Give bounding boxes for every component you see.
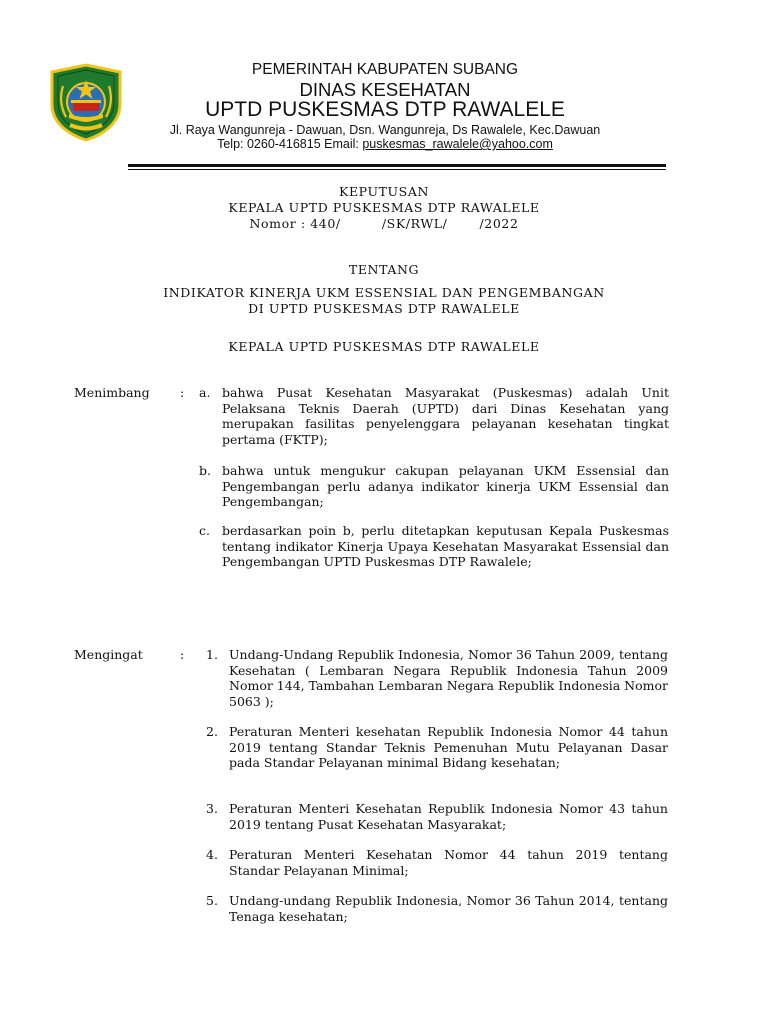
mengingat-item	[206, 847, 668, 878]
mengingat-item	[206, 647, 668, 709]
item-marker: 3.	[206, 801, 218, 816]
item-marker: 2.	[206, 724, 218, 739]
menimbang-item	[199, 463, 669, 510]
letterhead-government: PEMERINTAH KABUPATEN SUBANG	[251, 61, 519, 78]
letterhead-address: Jl. Raya Wangunreja - Dawuan, Dsn. Wangunreja, Ds Rawalele, Kec.Dawuan	[169, 123, 601, 137]
item-text: Peraturan Menteri kesehatan Republik Indonesia Nomor 44 tahun 2019 tentang Standar Teknis Pemenuhan Mutu Pelayanan Dasar pada Standar Pelayanan minimal Bidang kesehatan;	[229, 724, 668, 770]
letterhead-agency: DINAS KESEHATAN	[299, 79, 471, 100]
menimbang-item	[199, 523, 669, 570]
item-text: Peraturan Menteri Kesehatan Nomor 44 tahun 2019 tentang Standar Pelayanan Minimal;	[229, 847, 668, 878]
decree-number: Nomor : 440/ /SK/RWL/ /2022	[249, 216, 519, 231]
letterhead-unit: UPTD PUSKESMAS DTP RAWALELE	[205, 98, 565, 121]
signatory-heading: KEPALA UPTD PUSKESMAS DTP RAWALELE	[228, 339, 540, 354]
decree-heading: KEPUTUSAN	[339, 184, 429, 199]
mengingat-label: Mengingat	[74, 647, 143, 662]
item-text: berdasarkan poin b, perlu ditetapkan keputusan Kepala Puskesmas tentang indikator Kinerja Upaya Kesehatan Masyarakat Essensial dan Pengembangan UPTD Puskesmas DTP Rawalele;	[222, 523, 669, 569]
mengingat-item	[206, 893, 668, 924]
item-marker: 1.	[206, 647, 218, 662]
menimbang-label: Menimbang	[74, 385, 150, 400]
menimbang-item	[199, 385, 669, 447]
item-marker: c.	[199, 523, 210, 538]
about-title-line2: DI UPTD PUSKESMAS DTP RAWALELE	[248, 301, 520, 316]
item-text: Undang-Undang Republik Indonesia, Nomor 36 Tahun 2009, tentang Kesehatan ( Lembaran Negara Republik Indonesia Tahun 2009 Nomor 144, Tambahan Lembaran Negara Republik Indonesia Nomor 5063 );	[229, 647, 668, 709]
mengingat-item	[206, 724, 668, 771]
item-text: Undang-undang Republik Indonesia, Nomor 36 Tahun 2014, tentang Tenaga kesehatan;	[229, 893, 668, 924]
item-marker: b.	[199, 463, 211, 478]
menimbang-colon: :	[180, 385, 185, 400]
phone-text: Telp: 0260-416815 Email:	[217, 137, 363, 151]
item-text: bahwa Pusat Kesehatan Masyarakat (Puskesmas) adalah Unit Pelaksana Teknis Daerah (UPTD) dari Dinas Kesehatan yang merupakan fasilitas penyelenggara pelayanan kesehatan tingkat pertama (FKTP);	[222, 385, 669, 447]
about-label: TENTANG	[348, 262, 420, 277]
item-marker: a.	[199, 385, 211, 400]
item-text: Peraturan Menteri Kesehatan Republik Indonesia Nomor 43 tahun 2019 tentang Pusat Kesehatan Masyarakat;	[229, 801, 668, 832]
item-marker: 5.	[206, 893, 218, 908]
email-link[interactable]: puskesmas_rawalele@yahoo.com	[362, 137, 553, 151]
about-title-line1: INDIKATOR KINERJA UKM ESSENSIAL DAN PENGEMBANGAN	[163, 285, 605, 300]
letterhead-rule-thin	[128, 169, 666, 170]
mengingat-colon: :	[180, 647, 185, 662]
letterhead-contact	[150, 137, 620, 152]
item-text: bahwa untuk mengukur cakupan pelayanan UKM Essensial dan Pengembangan perlu adanya indikator kinerja UKM Essensial dan Pengembangan;	[222, 463, 669, 509]
mengingat-item	[206, 801, 668, 832]
letterhead-rule-thick	[128, 164, 666, 167]
item-marker: 4.	[206, 847, 218, 862]
decree-issuer: KEPALA UPTD PUSKESMAS DTP RAWALELE	[228, 200, 540, 215]
subang-regency-logo	[46, 62, 126, 142]
